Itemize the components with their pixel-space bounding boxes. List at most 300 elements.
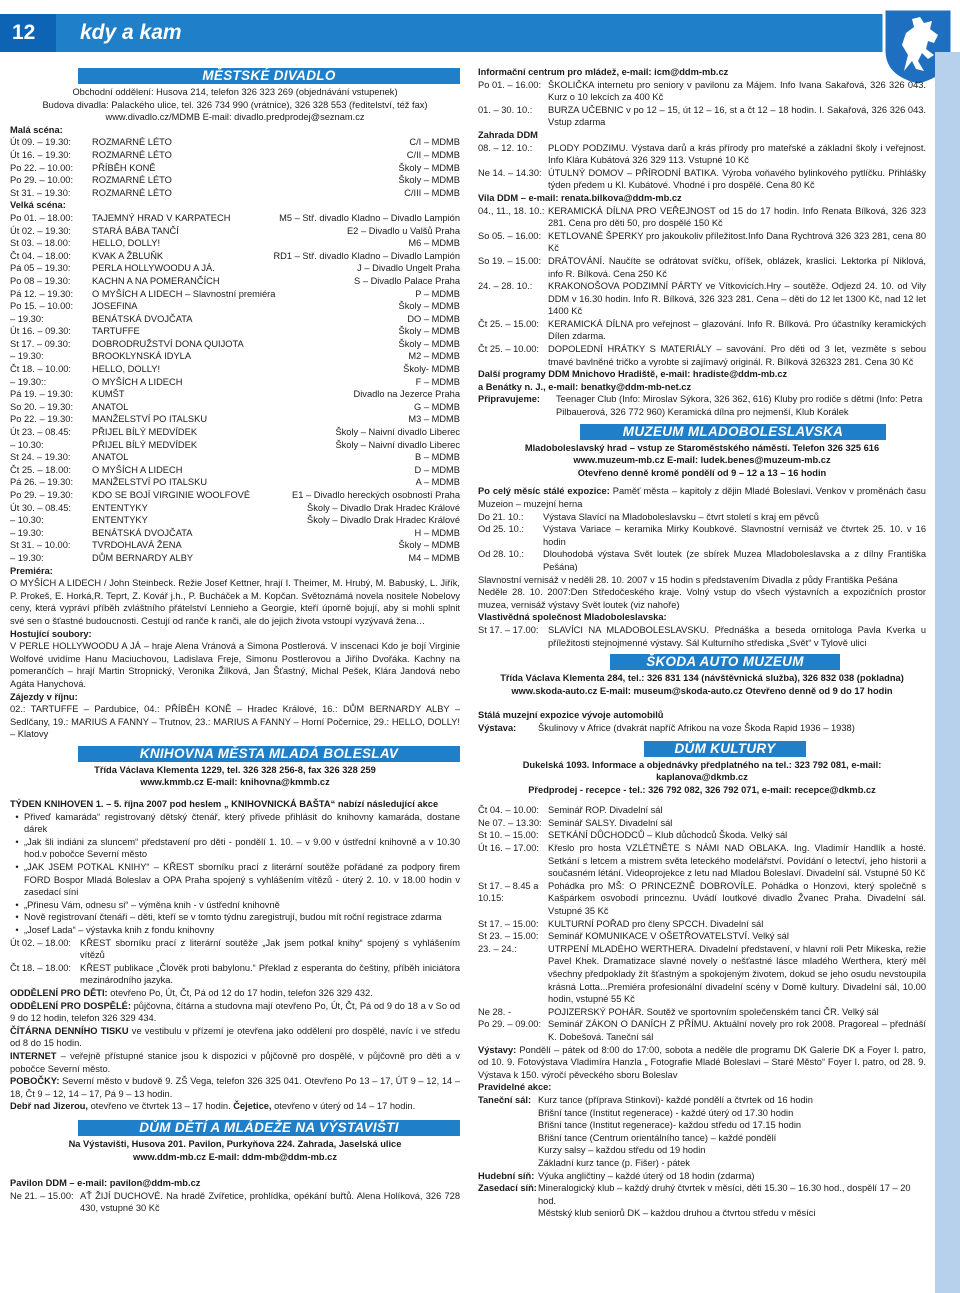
muzeum-den-kraje: Neděle 28. 10. 2007:Den Středočeského kraje. Volný vstup do všech výstavních a expozičních prostor muzea, vernisáž výstavy Svět loutek (viz nahoře) bbox=[478, 587, 926, 610]
event-date: St 03. – 18.00: bbox=[10, 238, 71, 249]
kultura-vystavy bbox=[478, 1044, 926, 1082]
pravidelne-akce bbox=[478, 1094, 926, 1220]
muzeum-expo bbox=[478, 485, 926, 510]
event-row bbox=[478, 79, 926, 104]
event-row bbox=[478, 318, 926, 343]
event-venue: E1 – Divadlo hereckých osobností Praha bbox=[292, 490, 460, 500]
schedule-row bbox=[10, 187, 460, 200]
divadlo-info bbox=[10, 86, 460, 124]
paragraph-text: ve vestibulu v přízemí je otevřena jako oddělení pro dospělé, navíc i ve středu od 8 do 15 hodin. bbox=[10, 1025, 460, 1049]
event-date: Do 21. 10.: bbox=[478, 511, 524, 522]
bullet-item bbox=[10, 861, 460, 899]
event-title: KUMŠT bbox=[92, 389, 125, 400]
event-date: Čt 25. – 18.00: bbox=[10, 464, 71, 475]
event-row bbox=[478, 1006, 926, 1019]
event-date: St 24. – 19.30: bbox=[10, 452, 71, 463]
premiera-label: Premiéra: bbox=[10, 565, 53, 576]
event-date: – 19.30: bbox=[10, 313, 44, 324]
event-date: Út 30. – 08.45: bbox=[10, 502, 71, 513]
paragraph-label: Debř nad Jizerou, bbox=[10, 1101, 89, 1112]
event-venue: B – MDMB bbox=[415, 452, 460, 463]
right-column bbox=[478, 66, 926, 1220]
event-date: – 19.30:: bbox=[10, 376, 47, 387]
paragraph-text: otevřeno ve čtvrtek 13 – 17 hodin. bbox=[88, 1101, 234, 1112]
schedule-row bbox=[10, 212, 460, 225]
bullet-item bbox=[10, 836, 460, 861]
divadlo-title: MĚSTSKÉ DIVADLO bbox=[78, 68, 460, 84]
event-row bbox=[478, 548, 926, 573]
vystava-text: Škulinovy v Africe (dvakrát napříč Afrikou na voze Škoda Rapid 1936 – 1938) bbox=[538, 722, 855, 733]
bullet-item bbox=[10, 811, 460, 836]
schedule-row bbox=[10, 464, 460, 477]
event-title: TARTUFFE bbox=[92, 326, 140, 337]
skoda-info bbox=[478, 672, 926, 697]
schedule-row bbox=[10, 489, 460, 502]
paragraph-label: Čejetice, bbox=[233, 1101, 272, 1112]
event-date: Čt 04. – 10.00: bbox=[478, 805, 539, 816]
schedule-row bbox=[10, 439, 460, 452]
bullet-text: „Přinesu Vám, odnesu si“ – výměna knih - v ústřední knihovně bbox=[24, 899, 280, 910]
event-title: BENÁTSKÁ DVOJČATA bbox=[92, 313, 193, 324]
schedule-row bbox=[10, 162, 460, 175]
event-text: KERAMICKÁ DÍLNA pro veřejnost – glazování. Info R. Bílková. Pro účastníky keramických Dílen zdarma. bbox=[548, 318, 926, 342]
event-date: Po 01. – 16.00: bbox=[478, 79, 542, 90]
kultura-info bbox=[478, 759, 926, 797]
event-title: ENTENTYKY bbox=[92, 515, 148, 526]
event-venue: H – MDMB bbox=[414, 527, 460, 538]
event-row bbox=[478, 804, 926, 817]
info-line: www.ddm-mb.cz E-mail: ddm-mb@ddm-mb.cz bbox=[133, 1151, 337, 1162]
event-title: JOSEFINA bbox=[92, 301, 138, 312]
event-title: MANŽELSTVÍ PO ITALSKU bbox=[92, 414, 208, 425]
ddm-info bbox=[10, 1138, 460, 1163]
event-title: ROZMARNÉ LÉTO bbox=[92, 137, 172, 148]
event-date: 04., 11., 18. 10.: bbox=[478, 205, 545, 216]
tyden-knihoven: TÝDEN KNIHOVEN 1. – 5. října 2007 pod heslem „ KNIHOVNICKÁ BAŠTA“ nabízí následující akce bbox=[10, 799, 439, 810]
event-date: Po 29. – 19.30: bbox=[10, 490, 74, 500]
event-date: Po 08 – 19.30: bbox=[10, 275, 71, 286]
pravidelne-line: Kurzy salsy – každou středu od 19 hodin bbox=[538, 1145, 706, 1156]
event-date: – 19.30: bbox=[10, 527, 44, 538]
bullet-icon: • bbox=[15, 925, 19, 935]
event-text: Seminář ZÁKON O DANÍCH Z PŘÍMU. Aktuální novely pro rok 2008. Pragoreal – přednáší K. Dobešová. Taneční sál bbox=[548, 1019, 926, 1042]
info-line: www.kmmb.cz E-mail: knihovna@kmmb.cz bbox=[140, 777, 330, 788]
event-date: Ne 07. – 13.30: bbox=[478, 817, 542, 828]
info-line: www.muzeum-mb.cz E-mail: ludek.benes@muzeum-mb.cz bbox=[573, 455, 831, 466]
pavilon-heading: Pavilon DDM – e-mail: pavilon@ddm-mb.cz bbox=[10, 1178, 201, 1189]
paragraph-text: půjčovna, čítárna a studovna mají otevřeno Po, Út, Čt, Pá od 9 do 18 a v So od 9 do 12 hodin, telefon 326 329 434. bbox=[10, 1000, 460, 1024]
event-row bbox=[478, 104, 926, 129]
event-text: PLODY PODZIMU. Výstava darů a krás přírody pro mateřské a základní školy i veřejnost. Info Klára Kubátová 326 329 113. Vstupné 10 Kč bbox=[548, 142, 926, 166]
event-date: Po 15. – 10.00: bbox=[10, 301, 74, 312]
event-date: Pá 12. – 19.30: bbox=[10, 288, 74, 299]
event-date: St 17. – 17.00: bbox=[478, 624, 539, 635]
vystavy-label: Výstavy: bbox=[478, 1044, 517, 1055]
event-text: SLAVÍCI NA MLADOBOLESLAVSKU. Přednáška a beseda ornitologa Pavla Kverka u příležitosti stejnojmenné výstavy. Sál Kulturního střediska „Svět“ v Tylově ulici bbox=[548, 624, 926, 648]
event-venue: A – MDMB bbox=[415, 477, 460, 488]
event-venue: Školy – MDMB bbox=[398, 175, 460, 186]
event-date: St 23. – 15.00: bbox=[478, 931, 539, 942]
paragraph bbox=[10, 1000, 460, 1025]
expo-text: Paměť města – kapitoly z dějin Mladé Boleslavi. Venkov v proměnách času Muzeion – muzejní herna bbox=[478, 486, 926, 509]
event-date: So 19. – 15.00: bbox=[478, 255, 542, 266]
expo-label: Po celý měsíc stálé expozice: bbox=[478, 486, 610, 497]
event-title: HELLO, DOLLY! bbox=[92, 238, 161, 249]
event-row bbox=[478, 142, 926, 167]
left-column bbox=[10, 66, 460, 1215]
event-venue: C/III – MDMB bbox=[404, 187, 460, 198]
event-title: DOBRODRUŽSTVÍ DONA QUIJOTA bbox=[92, 338, 244, 349]
event-date: Od 28. 10.: bbox=[478, 549, 524, 560]
pravidelne-key bbox=[478, 1144, 538, 1157]
pravidelne-key bbox=[478, 1207, 538, 1220]
info-line: Obchodní oddělení: Husova 214, telefon 326 323 269 (objednávání vstupenek) bbox=[72, 87, 398, 97]
kultura-title: DŮM KULTURY bbox=[644, 741, 806, 757]
event-text: DRÁTOVÁNÍ. Naučíte se odrátovat svíčku, oříšek, oblázek, kraslici. Lektorka pí Niklová, info R. Bílková. Cena 250 Kč bbox=[548, 255, 926, 279]
event-title: HELLO, DOLLY! bbox=[92, 364, 161, 375]
zajezdy-label: Zájezdy v říjnu: bbox=[10, 691, 78, 702]
event-date: Út 02. – 19.30: bbox=[10, 225, 71, 236]
pravidelne-line: Základní kurz tance (p. Fišer) - pátek bbox=[538, 1157, 690, 1168]
paragraph-text: otevřeno Po, Út, Čt, Pá od 12 do 17 hodin, telefon 326 329 432. bbox=[107, 987, 373, 998]
info-line: Třída Václava Klementa 1229, tel. 326 328 256-8, fax 326 328 259 bbox=[94, 764, 376, 775]
event-date: Út 09. – 19.30: bbox=[10, 137, 71, 148]
bullet-text: „Jak šli indiáni za sluncem“ představení pro děti - pondělí 1. 10. – v 9.00 v ústřední knihovně a v 10.30 hod.v pobočce Severní město bbox=[24, 836, 460, 860]
event-date: – 19.30: bbox=[10, 351, 44, 362]
stala-expozice: Stálá muzejní expozice vývoje automobilů bbox=[478, 710, 664, 721]
zahrada-heading: Zahrada DDM bbox=[478, 129, 538, 140]
event-title: DŮM BERNARDY ALBY bbox=[92, 552, 194, 563]
schedule-row bbox=[10, 225, 460, 238]
event-row bbox=[478, 930, 926, 943]
event-row bbox=[478, 829, 926, 842]
pravidelne-row bbox=[478, 1094, 926, 1107]
event-date: Po 29. – 09.00: bbox=[478, 1019, 542, 1030]
knihovna-events bbox=[10, 937, 460, 987]
pravidelne-line: Kurz tance (příprava Stinkovi)- každé pondělí a čtvrtek od 16 hodin bbox=[538, 1094, 813, 1105]
event-date: Pá 19. – 19.30: bbox=[10, 389, 74, 400]
schedule-row bbox=[10, 527, 460, 540]
schedule-row bbox=[10, 350, 460, 363]
event-date: 01. – 30. 10.: bbox=[478, 104, 533, 115]
event-row bbox=[478, 817, 926, 830]
info-line: www.skoda-auto.cz E-mail: museum@skoda-auto.cz Otevřeno denně od 9 do 17 hodin bbox=[511, 685, 893, 696]
event-text: SETKÁNÍ DŮCHODCŮ – Klub důchodců Škoda. Velký sál bbox=[548, 830, 788, 841]
schedule-row bbox=[10, 174, 460, 187]
icm-events bbox=[478, 79, 926, 129]
event-row bbox=[478, 880, 926, 918]
event-title: ENTENTYKY bbox=[92, 502, 148, 513]
pravidelne-line: Břišní tance (Institut regenerace)- každou středu od 17.15 hodin bbox=[538, 1120, 802, 1131]
schedule-row bbox=[10, 149, 460, 162]
event-title: PERLA HOLLYWOODU A JÁ. bbox=[92, 263, 215, 274]
schedule-row bbox=[10, 476, 460, 489]
event-title: MANŽELSTVÍ PO ITALSKU bbox=[92, 477, 208, 488]
paragraph-text: – veřejně přístupné stanice jsou k dispozici v půjčovně pro dospělé, v půjčovně pro děti a v pobočce Severní město. bbox=[10, 1050, 460, 1074]
event-title: PŘIJEL BÍLÝ MEDVÍDEK bbox=[92, 427, 198, 438]
event-title: KDO SE BOJÍ VIRGINIE WOOLFOVÉ bbox=[92, 490, 251, 500]
info-line: Otevřeno denně kromě pondělí od 9 – 12 a 13 – 16 hodin bbox=[577, 467, 827, 478]
knihovna-title: KNIHOVNA MĚSTA MLADÁ BOLESLAV bbox=[78, 746, 460, 762]
big-stage-list bbox=[10, 212, 460, 565]
paragraph bbox=[10, 1075, 460, 1100]
schedule-row bbox=[10, 426, 460, 439]
event-venue: C/II – MDMB bbox=[406, 149, 460, 160]
event-date: St 31. – 10.00: bbox=[10, 540, 71, 551]
vystava-label: Výstava: bbox=[478, 722, 517, 733]
event-row bbox=[478, 280, 926, 318]
event-venue: Školy – Naivní divadlo Liberec bbox=[335, 439, 460, 450]
event-text: KULTURNÍ POŘAD pro členy SPCCH. Divadelní sál bbox=[548, 918, 764, 929]
event-row bbox=[478, 511, 926, 524]
schedule-row bbox=[10, 275, 460, 288]
schedule-row bbox=[10, 401, 460, 414]
bullet-text: Nově registrovaní čtenáři – děti, kteří se v tomto týdnu zaregistrují, budou mít roční registrace zdarma bbox=[24, 912, 442, 923]
event-date: 24. – 28. 10.: bbox=[478, 281, 533, 292]
ddm-title: DŮM DĚTÍ A MLÁDEŽE NA VÝSTAVIŠTI bbox=[78, 1120, 460, 1136]
paragraph-label: INTERNET bbox=[10, 1050, 57, 1061]
paragraph-label: ODDĚLENÍ PRO DOSPĚLÉ: bbox=[10, 1000, 131, 1011]
event-venue: P – MDMB bbox=[415, 288, 460, 299]
info-line: Mladoboleslavský hrad – vstup ze Staroměstského náměstí. Telefon 326 325 616 bbox=[524, 442, 880, 453]
event-text: Seminář KOMUNIKACE V OŠETŘOVATELSTVÍ. Velký sál bbox=[548, 931, 789, 942]
info-line: Na Výstavišti, Husova 201. Pavilon, Purkyňova 224. Zahrada, Jaselská ulice bbox=[68, 1138, 402, 1149]
paragraph bbox=[10, 987, 460, 1000]
pravidelne-row bbox=[478, 1144, 926, 1157]
info-line: Budova divadla: Palackého ulice, tel. 326 734 990 (vrátnice), 326 328 553 (ředitelství, též fax) bbox=[42, 99, 428, 110]
event-date: Čt 18. – 18.00: bbox=[10, 962, 71, 973]
event-date: Po 01. – 18.00: bbox=[10, 212, 74, 223]
pripravujeme bbox=[478, 393, 926, 418]
event-date: Pá 05 – 19.30: bbox=[10, 263, 71, 274]
bullet-icon: • bbox=[15, 862, 19, 873]
event-venue: M3 – MDMB bbox=[408, 414, 460, 425]
pravidelne-key bbox=[478, 1107, 538, 1120]
event-title: STARÁ BÁBA TANČÍ bbox=[92, 225, 179, 236]
schedule-row bbox=[10, 250, 460, 263]
bullet-text: „Josef Lada“ – výstavka knih z fondu knihovny bbox=[24, 925, 215, 935]
pravidelne-key: Taneční sál: bbox=[478, 1094, 532, 1105]
event-title: O MYŠÍCH A LIDECH bbox=[92, 464, 183, 475]
bullet-icon: • bbox=[15, 912, 19, 923]
event-date: Pá 26. – 19.30: bbox=[10, 477, 74, 488]
event-text: Výstava Variace – keramika Mirky Koubkové. Slavnostní vernisáž ve čtvrtek 25. 10. v 16 hodin bbox=[543, 524, 926, 547]
zahrada-events bbox=[478, 142, 926, 192]
schedule-row bbox=[10, 376, 460, 389]
section-title: kdy a kam bbox=[80, 21, 182, 44]
pravidelne-key: Hudební síň: bbox=[478, 1170, 535, 1181]
benatky-heading: a Benátky n. J., e-mail: benatky@ddm-mb-net.cz bbox=[478, 381, 692, 392]
event-venue: Divadlo na Jezerce Praha bbox=[353, 389, 460, 400]
event-venue: Školy – MDMB bbox=[398, 162, 460, 173]
event-venue: J – Divadlo Ungelt Praha bbox=[357, 263, 460, 274]
vila-heading: Vila DDM – e-mail: renata.bilkova@ddm-mb.cz bbox=[478, 192, 682, 203]
event-title: O MYŠÍCH A LIDECH bbox=[92, 376, 183, 387]
event-date: Út 16. – 19.30: bbox=[10, 149, 71, 160]
schedule-row bbox=[10, 514, 460, 527]
small-stage-label: Malá scéna: bbox=[10, 124, 63, 135]
icm-heading: Informační centrum pro mládež, e-mail: icm@ddm-mb.cz bbox=[478, 67, 729, 77]
event-text: AŤ ŽIJÍ DUCHOVÉ. Na hradě Zvířetice, prohlídka, opékání buřtů. Alena Holíková, 326 728 430, vstupné 30 Kč bbox=[80, 1190, 460, 1214]
event-text: Výstava Slavící na Mladoboleslavsku – čtvrt století s kraj em pěvců bbox=[543, 511, 819, 522]
schedule-row bbox=[10, 313, 460, 326]
event-venue: DO – MDMB bbox=[407, 313, 460, 324]
skoda-title: ŠKODA AUTO MUZEUM bbox=[610, 654, 840, 670]
event-date: Po 29. – 10.00: bbox=[10, 175, 74, 186]
event-date: St 17. – 15.00: bbox=[478, 918, 539, 929]
event-venue: Školy – MDMB bbox=[398, 326, 460, 337]
muzeum-vernisaz: Slavnostní vernisáž v neděli 28. 10. 2007 v 15 hodin s představením Divadla z půdy Františka Pešána bbox=[478, 574, 898, 585]
zajezdy-text: 02.: TARTUFFE – Pardubice, 04.: PŘÍBĚH KONĚ – Hradec Králové, 16.: DŮM BERNARDY ALBY – Sedlčany, 19.: MARIUS A FANNY – Trutnov, 23.: MARIUS A FANNY – Horní Počernice, 29.: HELLO, DOLLY! – Klatovy bbox=[10, 704, 460, 740]
schedule-row bbox=[10, 136, 460, 149]
event-venue: Školy – Naivní divadlo Liberec bbox=[335, 427, 460, 438]
schedule-row bbox=[10, 502, 460, 515]
paragraph bbox=[10, 1100, 460, 1113]
pravidelne-row bbox=[478, 1157, 926, 1170]
pravidelne-line: Mineralogický klub – každý druhý čtvrtek v měsíci, děti 15.30 – 16.30 hod., dospělí 17 – 20 hod. bbox=[538, 1183, 911, 1206]
info-line: Dukelská 1093. Informace a objednávky předplatného na tel.: 323 792 081, e-mail: kaplanova@dkmb.cz bbox=[522, 759, 882, 783]
premiera-text: O MYŠÍCH A LIDECH / John Steinbeck. Režie Josef Kettner, hrají I. Theimer, M. Hrubý, M. Babuský, L. Jiřík, P. Prokeš, E. Horká,R. Teprt, Z. Kovář j.h., P. Bucháček a M. Kopčan. Světoznámá novela nositele Nobelovy ceny, která vypráví příběh zvláštního přátelství Lennieho a Georgie, kteří úporně bojují, aby si mohli splnit své sen o šťastné budoucnosti. Cestují od ranče k ranči, ale do jejich života vstoupí vyzývavá žena… bbox=[10, 578, 460, 626]
event-date: St 17. – 09.30: bbox=[10, 338, 71, 349]
event-text: Křeslo pro hosta VZLÉTNĚTE S NÁMI NAD OBLAKA. Ing. Vladimír Handlík a hosté. Setkání s letcem a mistrem světa leteckého modelářství. Povídání o letectví, jeho historii a současném létání. Videoprojekce z letu nad Mladou Boleslaví. Divadelní sál. Vstupné 50 Kč bbox=[548, 843, 926, 879]
event-row bbox=[478, 230, 926, 255]
event-row bbox=[478, 523, 926, 548]
event-row bbox=[478, 918, 926, 931]
event-date: – 19.30: bbox=[10, 552, 44, 563]
event-text: Dlouhodobá výstava Svět loutek (ze sbírek Muzea Mladoboleslavska a z dílny Františka Pešána) bbox=[543, 549, 926, 572]
bullet-icon: • bbox=[15, 899, 19, 910]
paragraph-label: ČÍTÁRNA DENNÍHO TISKU bbox=[10, 1025, 129, 1036]
pravidelne-key bbox=[478, 1157, 538, 1170]
pravidelne-row bbox=[478, 1182, 926, 1207]
knihovna-bullets bbox=[10, 811, 460, 937]
event-venue: M5 – Stř. divadlo Kladno – Divadlo Lampión bbox=[279, 212, 460, 223]
event-date: Po 22. – 10.00: bbox=[10, 162, 74, 173]
knihovna-paragraphs bbox=[10, 987, 460, 1113]
pravidelne-row bbox=[478, 1132, 926, 1145]
vystavy-text: Pondělí – pátek od 8:00 do 17:00, sobota a neděle dle programu DK Galerie DK a Foyer I. patro, od 10. 9. Fotovýstava Vladimíra Hanzla „ Fotografie Mladé Boleslavi – Staré Město“ Foyer I. patro, od 28. 9. Výstava k 150. výročí pěveckého sboru Boleslav bbox=[478, 1044, 926, 1080]
event-date: – 10.30: bbox=[10, 515, 44, 526]
pravidelne-line: Výuka angličtiny – každé úterý od 18 hodin (zdarma) bbox=[538, 1170, 755, 1181]
hostujici-label: Hostující soubory: bbox=[10, 628, 92, 639]
schedule-row bbox=[10, 288, 460, 301]
pripravujeme-text: Teenager Club (Info: Miroslav Sýkora, 326 362, 616) Kluby pro rodiče s dětmi (Info: Petra Pilbauerová, 326 772 960) Keramická dílna pro nejmenší, Klub Korálek bbox=[556, 394, 923, 418]
side-strip bbox=[935, 52, 960, 1293]
event-date: 08. – 12. 10.: bbox=[478, 142, 533, 153]
event-text: UTRPENÍ MLADÉHO WERTHERA. Divadelní představení, v hlavní roli Petr Mikeska, režie Pavel Khek. Dramatizace slavné novely o nešťastné lásce mladého Werthera, který měl všechny předpoklady žít šťastným a spokojeným životem, dokud se jeho osudu nevstoupila krásná Lotta...Premiéra profesionální divadelní scény v Domě kultury. Divadelní sál, 10.00 hodin, vstupné 55 Kč bbox=[548, 943, 926, 1005]
event-venue: M4 – MDMB bbox=[408, 552, 460, 563]
event-date: St 17. – 8.45 a 10.15: bbox=[478, 880, 539, 904]
event-date: Čt 25. – 15.00: bbox=[478, 318, 539, 329]
schedule-row bbox=[10, 262, 460, 275]
paragraph-label: ODDĚLENÍ PRO DĚTI: bbox=[10, 987, 108, 998]
event-row bbox=[478, 205, 926, 230]
muzeum-title: MUZEUM MLADOBOLESLAVSKA bbox=[580, 424, 886, 440]
info-line: Předprodej - recepce - tel.: 326 792 082, 326 792 071, e-mail: recepce@dkmb.cz bbox=[528, 784, 876, 795]
event-venue: Školy – MDMB bbox=[398, 301, 460, 312]
event-text: KETLOVANÉ ŠPERKY pro jakoukoliv příležitost.Info Dana Rychtrová 326 323 281, cena 80 Kč bbox=[548, 230, 926, 254]
dalsi-programy: Další programy DDM Mnichovo Hradiště, e-mail: hradiste@ddm-mb.cz bbox=[478, 369, 788, 380]
event-date: Út 16. – 09.30: bbox=[10, 326, 71, 337]
paragraph bbox=[10, 1025, 460, 1050]
schedule-row bbox=[10, 363, 460, 376]
event-date: St 31. – 19.30: bbox=[10, 187, 71, 198]
event-date: – 10.30: bbox=[10, 439, 44, 450]
small-stage-list bbox=[10, 136, 460, 199]
pravidelne-row bbox=[478, 1119, 926, 1132]
event-title: ROZMARNÉ LÉTO bbox=[92, 149, 172, 160]
event-date: Ne 21. – 15.00: bbox=[10, 1190, 74, 1201]
event-venue: Školy- MDMB bbox=[403, 364, 460, 375]
event-date: Ne 28. - bbox=[478, 1006, 512, 1017]
event-title: KACHN A NA POMERANČÍCH bbox=[92, 275, 220, 286]
skoda-vystava bbox=[478, 722, 926, 735]
event-title: ROZMARNÉ LÉTO bbox=[92, 187, 172, 198]
event-title: PŘIJEL BÍLÝ MEDVÍDEK bbox=[92, 439, 198, 450]
info-line: www.divadlo.cz/MDMB E-mail: divadlo.predprodej@seznam.cz bbox=[105, 112, 365, 123]
event-venue: F – MDMB bbox=[415, 376, 460, 387]
event-date: Út 16. – 17.00: bbox=[478, 843, 539, 854]
event-date: So 05. – 16.00: bbox=[478, 230, 542, 241]
big-stage-label: Velká scéna: bbox=[10, 200, 66, 211]
event-text: Pohádka pro MŠ: O PRINCEZNĚ DOBROVÍLE. Pohádka o Honzovi, který společně s Kašpárkem osvobodí princeznu. Uvádí loutkové divadlo Žvanec Praha. Divadelní sál. Vstupné 35 Kč bbox=[548, 880, 926, 917]
info-line: Třída Václava Klementa 284, tel.: 326 831 134 (návštěvnická služba), 326 832 038 (pokladna) bbox=[500, 673, 904, 684]
pravidelne-line: Břišní tance (Institut regenerace) - každé úterý od 17.30 hodin bbox=[538, 1107, 794, 1118]
event-date: So 20. – 19.30: bbox=[10, 401, 74, 412]
page-number: 12 bbox=[0, 14, 56, 52]
pravidelne-row bbox=[478, 1207, 926, 1220]
event-date: 23. – 24.: bbox=[478, 943, 517, 954]
pravidelne-line: Břišní tance (Centrum orientálního tance) – každé pondělí bbox=[538, 1132, 777, 1143]
event-venue: Školy – Divadlo Drak Hradec Králové bbox=[307, 515, 460, 526]
event-row bbox=[478, 842, 926, 880]
event-title: O MYŠÍCH A LIDECH – Slavnostní premiéra bbox=[92, 288, 276, 299]
schedule-row bbox=[10, 413, 460, 426]
event-row bbox=[10, 937, 460, 962]
event-title: KVAK A ŽBLUŇK bbox=[92, 250, 164, 261]
event-date: Čt 04. – 18.00: bbox=[10, 250, 71, 261]
event-venue: E2 – Divadlo u Valšů Praha bbox=[346, 225, 460, 236]
event-title: PŘÍBĚH KONĚ bbox=[92, 162, 156, 173]
event-title: TVRDOHLAVÁ ŽENA bbox=[92, 540, 182, 551]
bullet-text: Přiveď kamaráda“ registrovaný dětský čtenář, který přivede přihlásit do knihovny kamaráda, dostane dárek bbox=[24, 811, 460, 835]
bullet-item bbox=[10, 911, 460, 924]
event-row bbox=[10, 962, 460, 987]
schedule-row bbox=[10, 237, 460, 250]
schedule-row bbox=[10, 300, 460, 313]
schedule-row bbox=[10, 325, 460, 338]
event-date: Čt 25. – 10.00: bbox=[478, 344, 539, 355]
paragraph-label: POBOČKY: bbox=[10, 1076, 60, 1087]
event-venue: Školy – Divadlo Drak Hradec Králové bbox=[307, 502, 460, 513]
event-title: ROZMARNÉ LÉTO bbox=[92, 175, 172, 186]
event-title: TAJEMNÝ HRAD V KARPATECH bbox=[92, 212, 231, 223]
schedule-row bbox=[10, 338, 460, 351]
event-date: Od 25. 10.: bbox=[478, 524, 524, 535]
event-text: Seminář SALSY. Divadelní sál bbox=[548, 817, 673, 828]
event-date: St 10. – 15.00: bbox=[478, 830, 539, 841]
hostujici-text: V PERLE HOLLYWOODU A JÁ – hraje Alena Vránová a Simona Postlerová. V inscenaci Kdo je bojí Virginie Wolfové uvidíme Hanu Maciuchovou, Ladislava Freje, Simonu Postlerovou a Jiřího Dvořáka. Kachny na pomerančích – hrají Martin Stropnický, Veronika Žilková, Jan Šťastný, Michal Pešek, Klára Jandová nebo Agáta Hanychová. bbox=[10, 641, 460, 689]
event-venue: RD1 – Stř. divadlo Kladno – Divadlo Lampión bbox=[273, 250, 460, 261]
muzeum-events bbox=[478, 511, 926, 574]
vlastivedna-heading: Vlastivědná společnost Mladoboleslavska: bbox=[478, 612, 667, 623]
schedule-row bbox=[10, 451, 460, 464]
event-date: Út 02. – 18.00: bbox=[10, 937, 71, 948]
page-header bbox=[0, 0, 960, 68]
event-text: KRAKONOŠOVA PODZIMNÍ PÁRTY ve Vítkovicích.Hry – soutěže. Odjezd 24. 10. od Vily DDM v 16.30 hodin. Info R. Bílková, 326 323 281. Cena – děti do 12 let 1300 Kč, nad 12 let 1400 Kč bbox=[548, 281, 926, 317]
event-venue: M2 – MDMB bbox=[408, 351, 460, 362]
event-text: POJIZERSKÝ POHÁR. Soutěž ve sportovním společenském tanci ČR. Velký sál bbox=[548, 1006, 879, 1017]
